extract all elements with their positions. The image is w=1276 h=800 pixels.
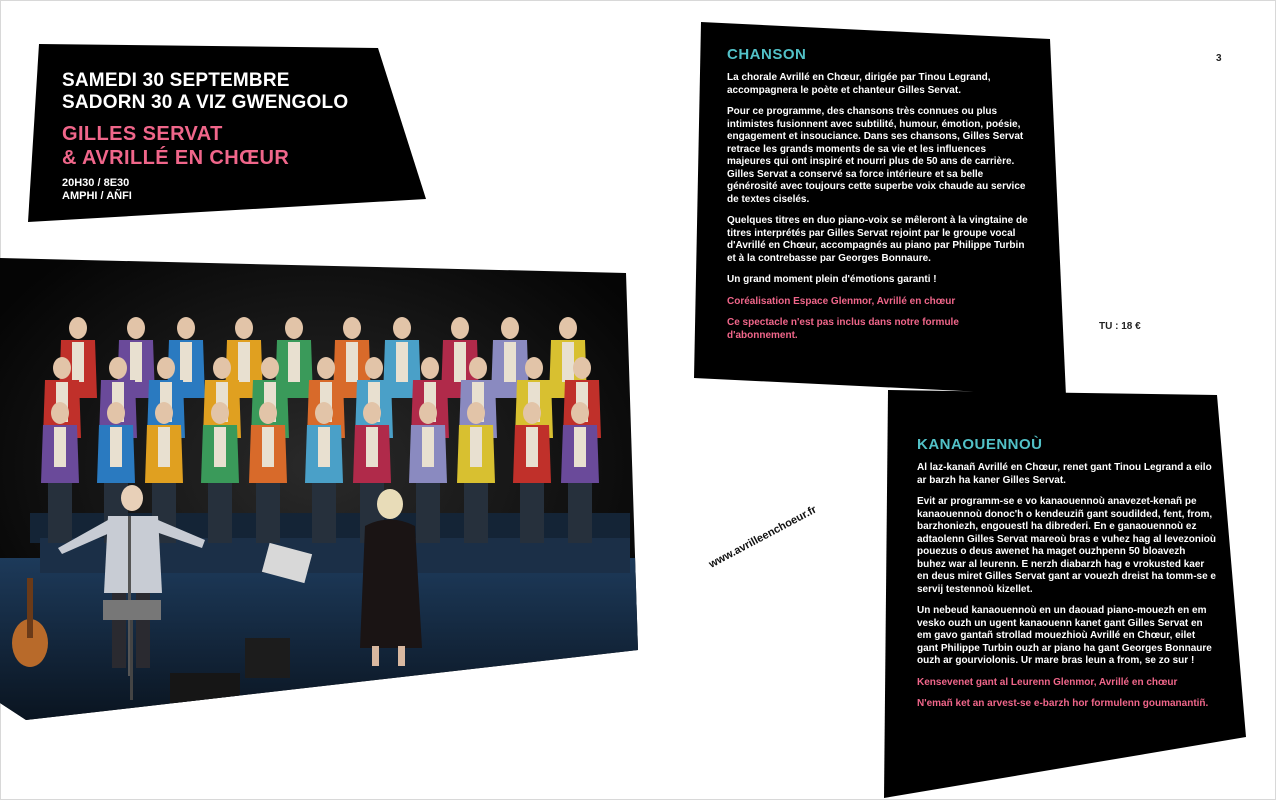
breton-notice: N'emañ ket an arvest-se e-barzh hor formulenn goumanantiñ. <box>917 698 1209 709</box>
event-title-line2: & AVRILLÉ EN CHŒUR <box>62 147 290 169</box>
choir-member-tshirt <box>574 427 586 467</box>
ticket-price: TU : 18 € <box>1099 321 1141 332</box>
choir-member-head <box>155 402 173 424</box>
choir-member-head <box>571 402 589 424</box>
choir-member-head <box>107 402 125 424</box>
choir-member-tshirt <box>526 427 538 467</box>
choir-member-legs <box>568 483 592 543</box>
choir-member-legs <box>48 483 72 543</box>
choir-member-head <box>421 357 439 379</box>
choir-member-head <box>157 357 175 379</box>
choir-member-legs <box>464 483 488 543</box>
choir-member-head <box>573 357 591 379</box>
breton-paragraph-3: Un nebeud kanaouennoù en un daouad piano-mouezh en em vesko ouzh un ugent kanaouenn kanet gant Gilles Servat en em gavo gantañ strollad mouezhioù Avrillé en Chœur, eilet gant Philippe Turbin ouzh ar piano ha gant Georges Bonnaure ouzh ar gourviolonis. Ur mare bras leun a from, se zo sur ! <box>917 605 1212 666</box>
choir-member-head <box>315 402 333 424</box>
choir-member-head <box>51 402 69 424</box>
choir-member-head <box>363 402 381 424</box>
choir-member-head <box>343 317 361 339</box>
breton-heading: KANAOUENNOÙ <box>917 436 1043 453</box>
choir-member-head <box>259 402 277 424</box>
choir-member-tshirt <box>318 427 330 467</box>
choir-performance-photo <box>0 258 638 720</box>
choir-member-legs <box>416 483 440 543</box>
choir-member-tshirt <box>422 427 434 467</box>
choir-member-tshirt <box>110 427 122 467</box>
choir-member-legs <box>208 483 232 543</box>
choir-member-tshirt <box>396 342 408 382</box>
french-paragraph-2: Pour ce programme, des chansons très connues ou plus intimistes fusionnent avec subtilité, humour, émotion, poésie, engagement et insouciance. Dans ses chansons, Gilles Servat retrace les grands moments de sa vie et les influences majeures qui ont inspiré et nourri plus de 50 ans de carrière. Gilles Servat a conservé sa force intérieure et sa belle générosité avec toujours cette superbe voix chaude au service de textes ciselés. <box>727 106 1026 205</box>
choir-member-head <box>393 317 411 339</box>
choir-member-head <box>419 402 437 424</box>
choir-member-tshirt <box>130 342 142 382</box>
choir-member-head <box>559 317 577 339</box>
choir-member-head <box>69 317 87 339</box>
choir-member-head <box>285 317 303 339</box>
breton-coproduction: Kensevenet gant al Leurenn Glenmor, Avrillé en chœur <box>917 676 1178 688</box>
choir-member-legs <box>520 483 544 543</box>
choir-member-tshirt <box>504 342 516 382</box>
choir-member-head <box>469 357 487 379</box>
event-title-line1: GILLES SERVAT <box>62 123 223 145</box>
choir-member-head <box>467 402 485 424</box>
choir-member-tshirt <box>288 342 300 382</box>
french-notice: Ce spectacle n'est pas inclus dans notre formule d'abonnement. <box>727 317 959 341</box>
choir-member-tshirt <box>238 342 250 382</box>
choir-member-head <box>177 317 195 339</box>
event-header <box>62 70 348 203</box>
event-time: 20H30 / 8E30 <box>62 177 130 189</box>
choir-member-tshirt <box>72 342 84 382</box>
choir-member-head <box>525 357 543 379</box>
french-heading: CHANSON <box>727 46 807 63</box>
breton-section <box>917 436 1217 720</box>
choir-member-tshirt <box>262 427 274 467</box>
event-venue: AMPHI / AÑFI <box>62 190 132 202</box>
choir-member-tshirt <box>366 427 378 467</box>
event-date-br: SADORN 30 A VIZ GWENGOLO <box>62 92 349 113</box>
choir-member-tshirt <box>214 427 226 467</box>
choir-member-tshirt <box>454 342 466 382</box>
website-link[interactable]: www.avrilleenchoeur.fr <box>707 503 819 571</box>
choir-member-tshirt <box>158 427 170 467</box>
choir-member-tshirt <box>562 342 574 382</box>
choir-member-tshirt <box>470 427 482 467</box>
page-number: 3 <box>1216 53 1222 64</box>
choir-member-head <box>523 402 541 424</box>
french-section <box>727 46 1032 351</box>
breton-paragraph-1: Al laz-kanañ Avrillé en Chœur, renet gant Tinou Legrand a eilo ar barzh ha kaner Gilles Servat. <box>917 462 1212 486</box>
choir-member-head <box>211 402 229 424</box>
choir-member-head <box>317 357 335 379</box>
choir-member-tshirt <box>180 342 192 382</box>
choir-member-head <box>451 317 469 339</box>
french-paragraph-4: Un grand moment plein d'émotions garanti ! <box>727 274 937 285</box>
choir-member-head <box>109 357 127 379</box>
choir-member-head <box>501 317 519 339</box>
french-paragraph-3: Quelques titres en duo piano-voix se mêleront à la vingtaine de titres interprétés par Gilles Servat rejoint par le groupe vocal d'Avrillé en Chœur, accompagnés au piano par Philippe Turbin et à la contrebasse par Georges Bonnaure. <box>727 215 1028 264</box>
choir-member-head <box>213 357 231 379</box>
choir-member-legs <box>256 483 280 543</box>
choir-member-head <box>365 357 383 379</box>
choir-member-legs <box>312 483 336 543</box>
choir-member-head <box>261 357 279 379</box>
event-date-fr: SAMEDI 30 SEPTEMBRE <box>62 70 290 91</box>
french-coproduction: Coréalisation Espace Glenmor, Avrillé en chœur <box>727 295 956 307</box>
photo-illustration <box>0 258 638 720</box>
choir-member-tshirt <box>346 342 358 382</box>
french-paragraph-1: La chorale Avrillé en Chœur, dirigée par Tinou Legrand, accompagnera le poète et chanteur Gilles Servat. <box>727 72 991 96</box>
choir-member-head <box>53 357 71 379</box>
breton-paragraph-2: Evit ar programm-se e vo kanaouennoù anavezet-kenañ pe kanaouennoù donoc'h o kendeuziñ gant soudilded, fent, from, barzhoniezh, engouestl ha dibrederi. En e ganaouennoù ez adtaolenn Gilles Servat mareoù bras e vuhez hag al levezonioù pouezus o deus awenet ha maget ouzhpenn 50 bloavezh buhez war al leurenn. E nerzh diabarzh hag e vrokusted kaer en deus miret Gilles Servat gant ar vouezh dreist ha tomm-se e servij testennoù kizellet. <box>917 496 1216 595</box>
choir-member-tshirt <box>54 427 66 467</box>
choir-member-head <box>127 317 145 339</box>
choir-member-head <box>235 317 253 339</box>
